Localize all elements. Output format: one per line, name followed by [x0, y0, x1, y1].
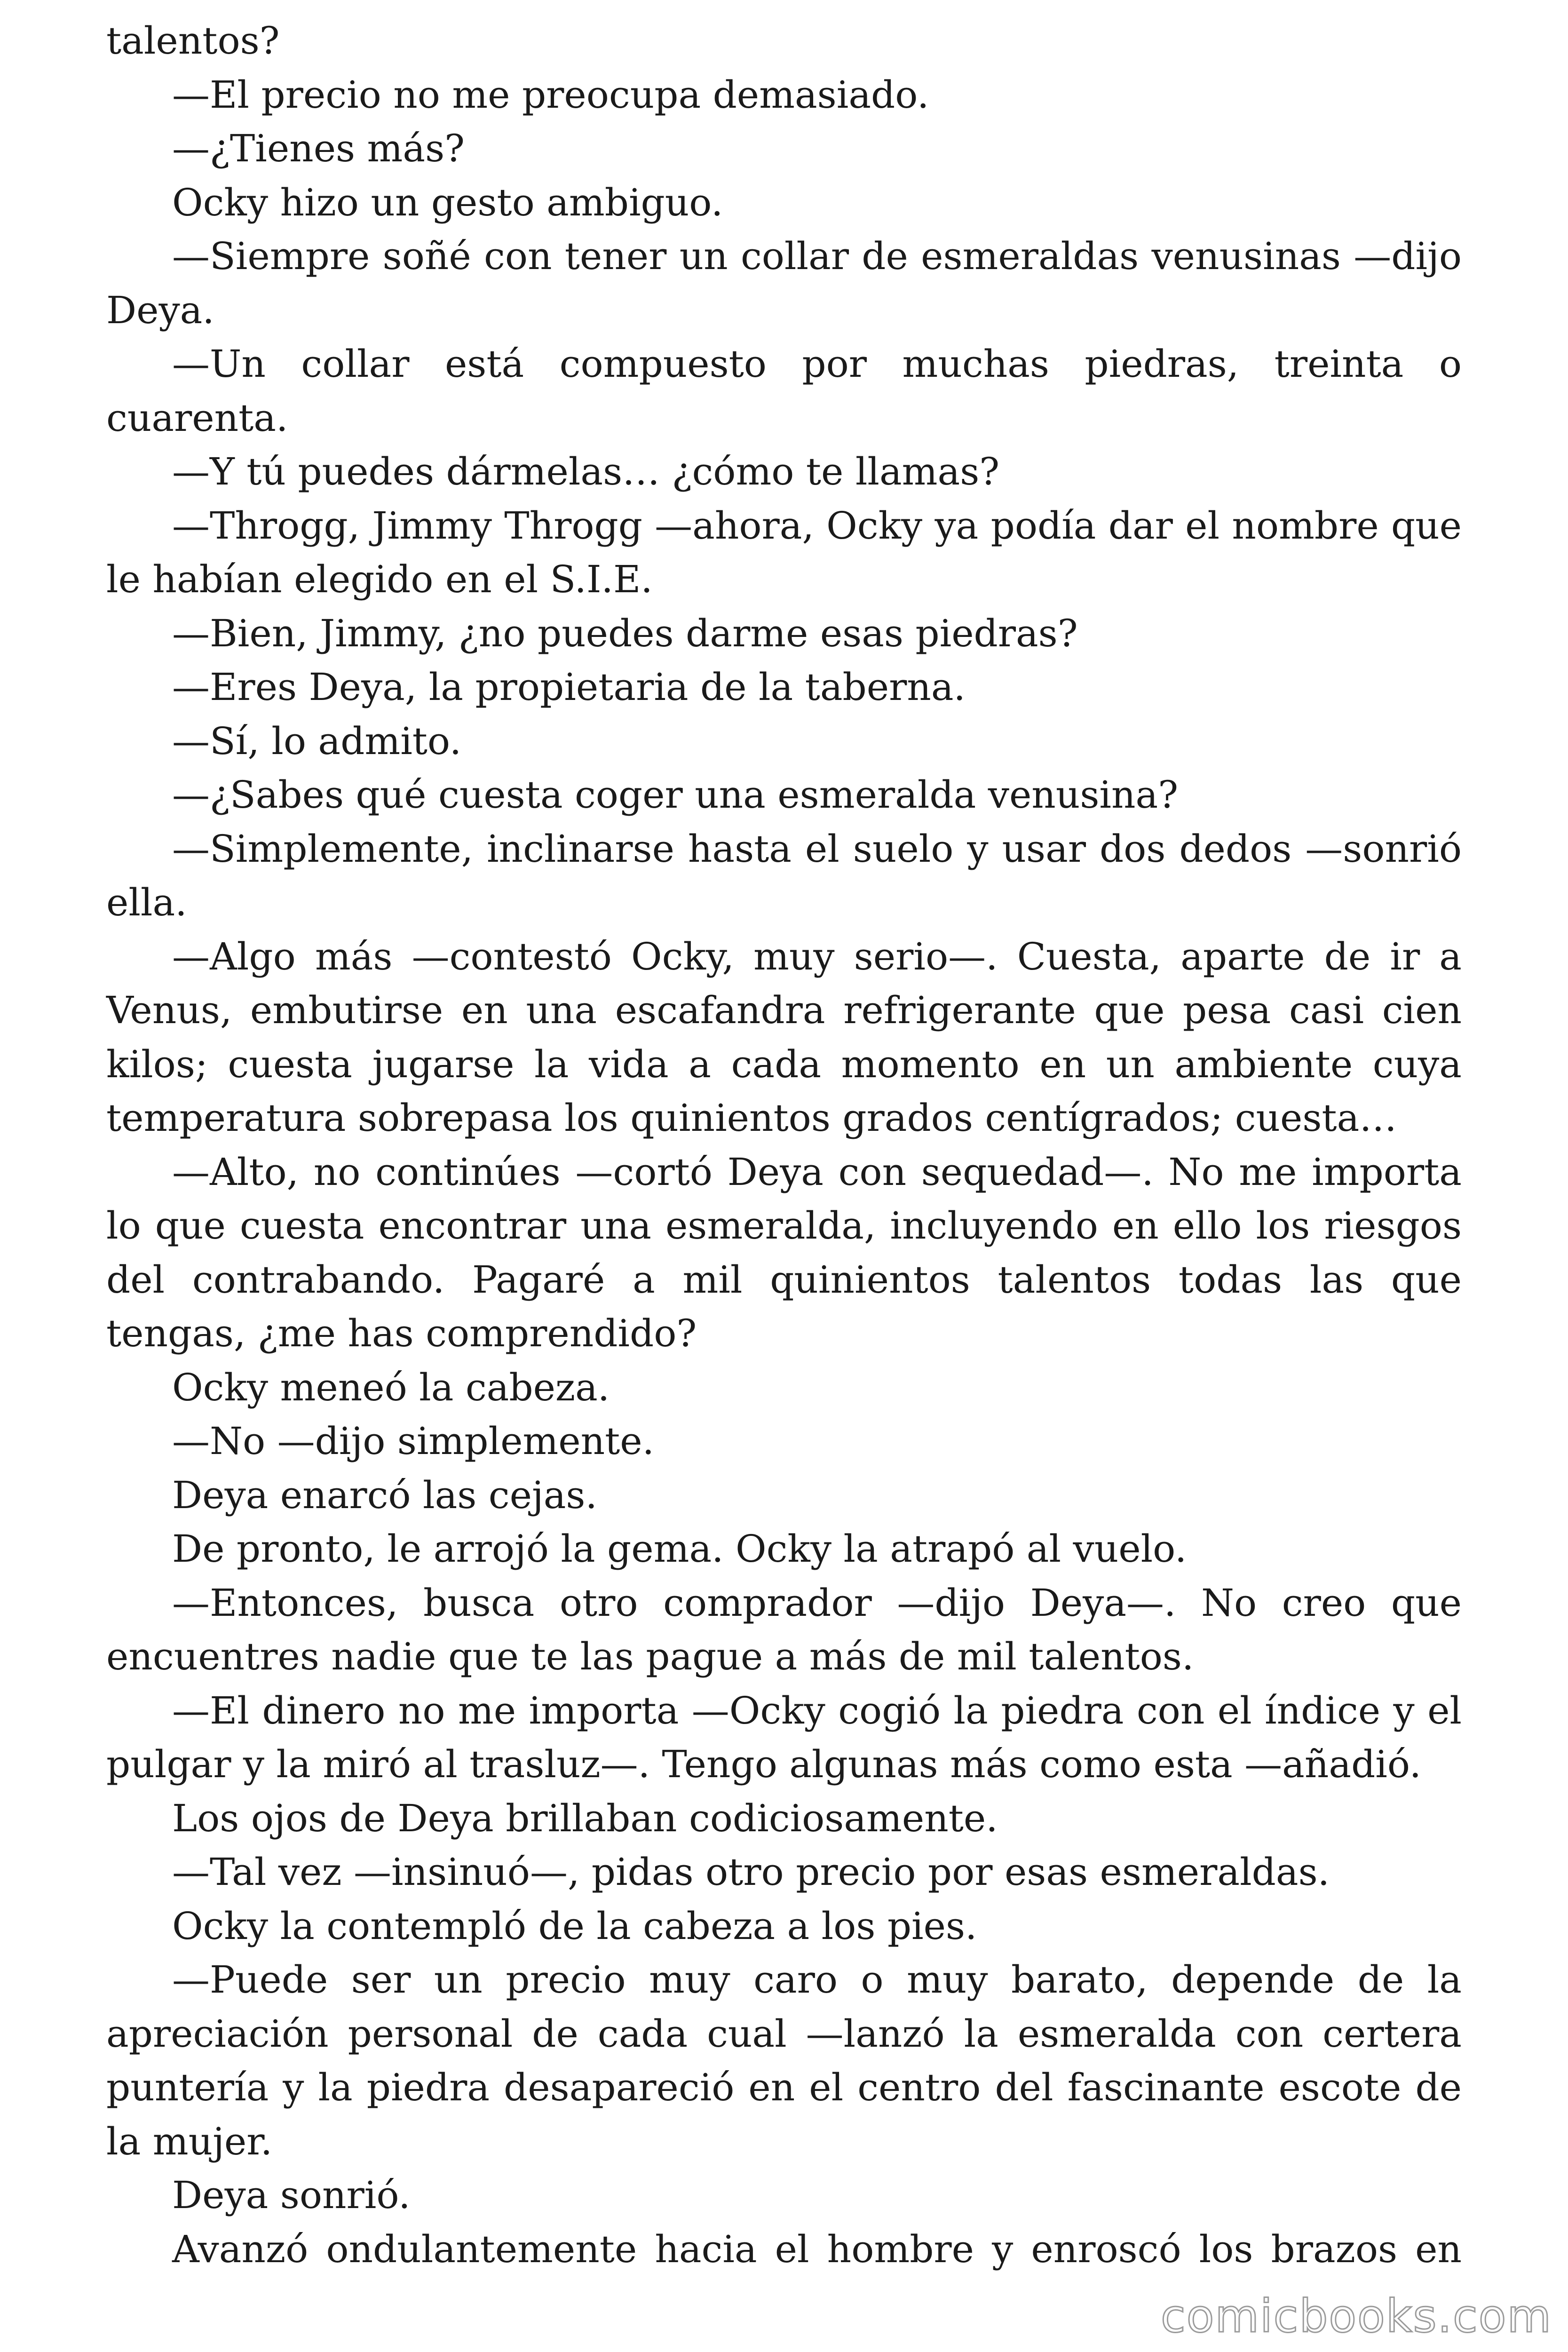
paragraph: —Sí, lo admito. — [172, 719, 462, 763]
paragraph: —Siempre soñé con tener un collar de esmeraldas venusinas —dijo Deya. — [106, 234, 1462, 332]
paragraph: —No —dijo simplemente. — [172, 1419, 655, 1463]
paragraph: Deya enarcó las cejas. — [172, 1473, 597, 1517]
paragraph: —Bien, Jimmy, ¿no puedes darme esas piedras? — [172, 611, 1078, 655]
paragraph: —El dinero no me importa —Ocky cogió la piedra con el índice y el pulgar y la miró al trasluz—. Tengo algunas más como esta —añadió. — [106, 1688, 1462, 1786]
paragraph: —Un collar está compuesto por muchas piedras, treinta o cuarenta. — [106, 342, 1462, 440]
paragraph: —Puede ser un precio muy caro o muy barato, depende de la apreciación personal de cada cual —lanzó la esmeralda con certera puntería y la piedra desapareció en el centro del fascinante escote de la mujer. — [106, 1958, 1462, 2163]
paragraph: —Y tú puedes dármelas… ¿cómo te llamas? — [172, 450, 1000, 493]
paragraph: —Entonces, busca otro comprador —dijo Deya—. No creo que encuentres nadie que te las pague a más de mil talentos. — [106, 1581, 1462, 1678]
page-body — [106, 14, 1462, 2276]
paragraph: Avanzó ondulantemente hacia el hombre y enroscó los brazos en — [172, 2227, 1462, 2271]
paragraph: —Simplemente, inclinarse hasta el suelo y usar dos dedos —sonrió ella. — [106, 826, 1462, 924]
paragraph: —Throgg, Jimmy Throgg —ahora, Ocky ya podía dar el nombre que le habían elegido en el S.I.E. — [106, 503, 1462, 601]
paragraph: —Eres Deya, la propietaria de la taberna. — [172, 665, 966, 709]
paragraph: Los ojos de Deya brillaban codiciosamente. — [172, 1796, 998, 1840]
paragraph: Deya sonrió. — [172, 2173, 411, 2217]
paragraph: De pronto, le arrojó la gema. Ocky la atrapó al vuelo. — [172, 1527, 1187, 1571]
paragraph: —Tal vez —insinuó—, pidas otro precio por esas esmeraldas. — [172, 1850, 1330, 1894]
paragraph: Ocky meneó la cabeza. — [172, 1365, 610, 1409]
paragraph: —Algo más —contestó Ocky, muy serio—. Cuesta, aparte de ir a Venus, embutirse en una escafandra refrigerante que pesa casi cien kilos; cuesta jugarse la vida a cada momento en un ambiente cuya temperatura sobrepasa los quinientos grados centígrados; cuesta… — [106, 934, 1462, 1140]
paragraph: Ocky la contempló de la cabeza a los pies. — [172, 1904, 977, 1948]
paragraph: Ocky hizo un gesto ambiguo. — [172, 180, 723, 224]
paragraph: —¿Sabes qué cuesta coger una esmeralda venusina? — [172, 773, 1179, 817]
paragraph: —Alto, no continúes —cortó Deya con sequedad—. No me importa lo que cuesta encontrar una esmeralda, incluyendo en ello los riesgos del contrabando. Pagaré a mil quinientos talentos todas las que tengas, ¿me has comprendido? — [106, 1150, 1462, 1355]
watermark: comicbooks.com — [1160, 2290, 1552, 2343]
paragraph: —El precio no me preocupa demasiado. — [172, 72, 929, 117]
paragraph: talentos? — [106, 19, 280, 63]
paragraph: —¿Tienes más? — [172, 127, 465, 170]
